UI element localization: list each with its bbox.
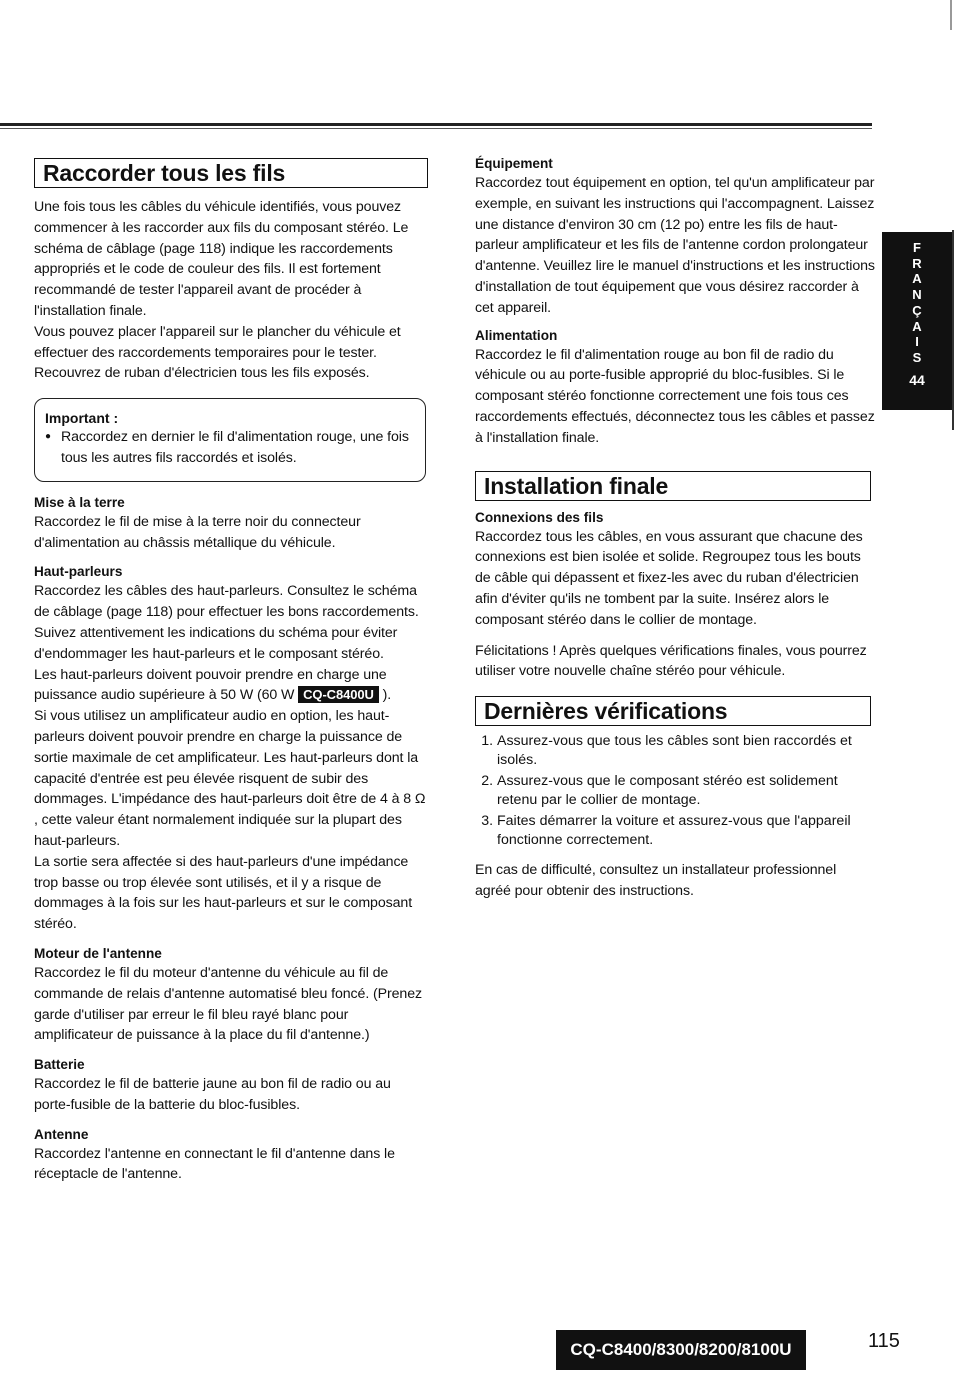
- heading-mise-a-la-terre: Mise à la terre: [34, 494, 125, 510]
- intro-paragraph: Une fois tous les câbles du véhicule identifiés, vous pouvez commencer à les raccorder aux fils du composant stéréo. Le schéma de câblage (page 118) indique les raccordements appropriés et le code de couleur des fils. Il est fortement recommandé de tester l'appareil avant de procéder à l'installation finale.: [34, 199, 409, 319]
- tab-letter: A: [912, 318, 922, 334]
- hp-text-4: La sortie sera affectée si des haut-parleurs d'une impédance trop basse ou trop élevée sont utilisés, et il y a risque de dommages à la fois sur les haut-parleurs et sur le composant stéréo.: [34, 853, 413, 933]
- right-column: [475, 155, 875, 902]
- important-box: [34, 398, 426, 482]
- heading-batterie: Batterie: [34, 1057, 85, 1073]
- hp-text-2b: ).: [382, 687, 392, 704]
- tab-letter: R: [912, 255, 922, 271]
- hp-text-2: [34, 665, 430, 707]
- top-rule: [0, 123, 872, 126]
- hp-text-3: Si vous utilisez un amplificateur audio en option, les haut-parleurs doivent pouvoir prendre en charge la puissance de sortie maximale de cet amplificateur. Les haut-parleurs dont la capacité d'entrée est peu élevée risquent de subir des dommages. L'impédance des haut-parleurs doit être de 4 à 8 Ω , cette valeur étant normalement indiquée sur la plupart des haut-parleurs.: [34, 708, 426, 849]
- verification-list: [475, 732, 875, 850]
- difficulty-text: En cas de difficulté, consultez un installateur professionnel agréé pour obtenir des instructions.: [475, 862, 837, 899]
- intro-paragraph-2: Vous pouvez placer l'appareil sur le plancher du véhicule et effectuer des raccordements temporaires pour le tester. Recouvrez de ruban d'électricien tous les fils exposés.: [34, 323, 401, 382]
- tab-letter: A: [912, 271, 922, 287]
- language-side-tab: [882, 232, 952, 410]
- tab-letter: F: [913, 240, 921, 255]
- footer-model-box: CQ-C8400/8300/8200/8100U: [556, 1330, 806, 1370]
- important-label: Important :: [45, 410, 119, 427]
- felicitations-text: Félicitations ! Après quelques vérifications finales, vous pourrez utiliser votre nouvelle chaîne stéréo pour véhicule.: [475, 642, 867, 680]
- antenne-text: Raccordez l'antenne en connectant le fil d'antenne dans le réceptacle de l'antenne.: [34, 1145, 395, 1183]
- mise-text: Raccordez le fil de mise à la terre noir du connecteur d'alimentation au châssis métallique du véhicule.: [34, 513, 361, 551]
- heading-antenne: Antenne: [34, 1126, 89, 1142]
- heading-connexions: Connexions des fils: [475, 509, 604, 525]
- hp-text-1: Raccordez les câbles des haut-parleurs. Consultez le schéma de câblage (page 118) pour effectuer les bons raccordements. Suivez attentivement les indications du schéma pour éviter d'endommager les haut-parleurs et le composant stéréo.: [34, 583, 419, 662]
- page-edge-mark: [950, 0, 952, 30]
- equip-text: Raccordez tout équipement en option, tel qu'un amplificateur par exemple, en suivant les instructions qui l'accompagnent. Laissez une distance d'environ 30 cm (12 po) entre les fils de haut-parleur amplificateur et les fils de l'antenne cordon prolongateur d'antenne. Veuillez lire le manuel d'instructions et les instructions d'installation de tout équipement que vous désirez raccorder à cet appareil.: [475, 175, 875, 316]
- alim-text: Raccordez le fil d'alimentation rouge au bon fil de radio du véhicule ou au porte-fusible approprié du bloc-fusibles. Si le composant stéréo fonctionne correctement une fois tous ces raccordements effectués, déconnectez tous les câbles et passez à l'installation finale.: [475, 346, 875, 446]
- section-title-verifications: Dernières vérifications: [475, 696, 871, 726]
- heading-alimentation: Alimentation: [475, 327, 558, 343]
- batterie-text: Raccordez le fil de batterie jaune au bon fil de radio ou au porte-fusible de la batterie du bloc-fusibles.: [34, 1076, 391, 1113]
- section-title-installation: Installation finale: [475, 471, 871, 501]
- important-text: ● Raccordez en dernier le fil d'alimentation rouge, une fois tous les autres fils raccordés et isolés.: [45, 427, 413, 469]
- heading-equipement: Équipement: [475, 156, 553, 171]
- list-item: 3. Faites démarrer la voiture et assurez-vous que l'appareil fonctionne correctement.: [497, 812, 875, 850]
- moteur-text: Raccordez le fil du moteur d'antenne du véhicule au fil de commande de relais d'antenne automatisé bleu foncé. (Prenez garde d'utiliser par erreur le fil bleu rayé blanc pour amplificateur de puissance à la place du fil d'antenne.): [34, 964, 422, 1044]
- heading-haut-parleurs: Haut-parleurs: [34, 564, 123, 580]
- tab-letter: Ç: [912, 302, 922, 318]
- page-number: 115: [868, 1330, 900, 1352]
- left-column: [34, 158, 430, 1185]
- language-letters: [882, 232, 952, 366]
- top-rule-thin: [0, 128, 872, 129]
- hp-text-2a: Les haut-parleurs doivent pouvoir prendre en charge une puissance audio supérieure à 50 W (60 W: [34, 666, 387, 704]
- list-item: 1. Assurez-vous que tous les câbles sont bien raccordés et isolés.: [497, 732, 875, 770]
- model-badge: CQ-C8400U: [298, 686, 379, 703]
- conn-text: Raccordez tous les câbles, en vous assurant que chacune des connexions est bien isolée et solide. Regroupez tous les bouts de câble qui dépassent et fixez-les avec du ruban d'électricien afin d'éviter qu'ils ne tombent par la suite. Insérez alors le composant stéréo dans le collier de montage.: [475, 528, 863, 628]
- tab-letter: S: [912, 349, 922, 365]
- list-item: 2. Assurez-vous que le composant stéréo est solidement retenu par le collier de montage.: [497, 772, 875, 810]
- chapter-number: 44: [909, 371, 925, 388]
- section-title-raccorder: Raccorder tous les fils: [34, 158, 428, 188]
- heading-moteur-antenne: Moteur de l'antenne: [34, 945, 162, 961]
- tab-letter: I: [915, 334, 919, 350]
- tab-letter: N: [912, 287, 922, 303]
